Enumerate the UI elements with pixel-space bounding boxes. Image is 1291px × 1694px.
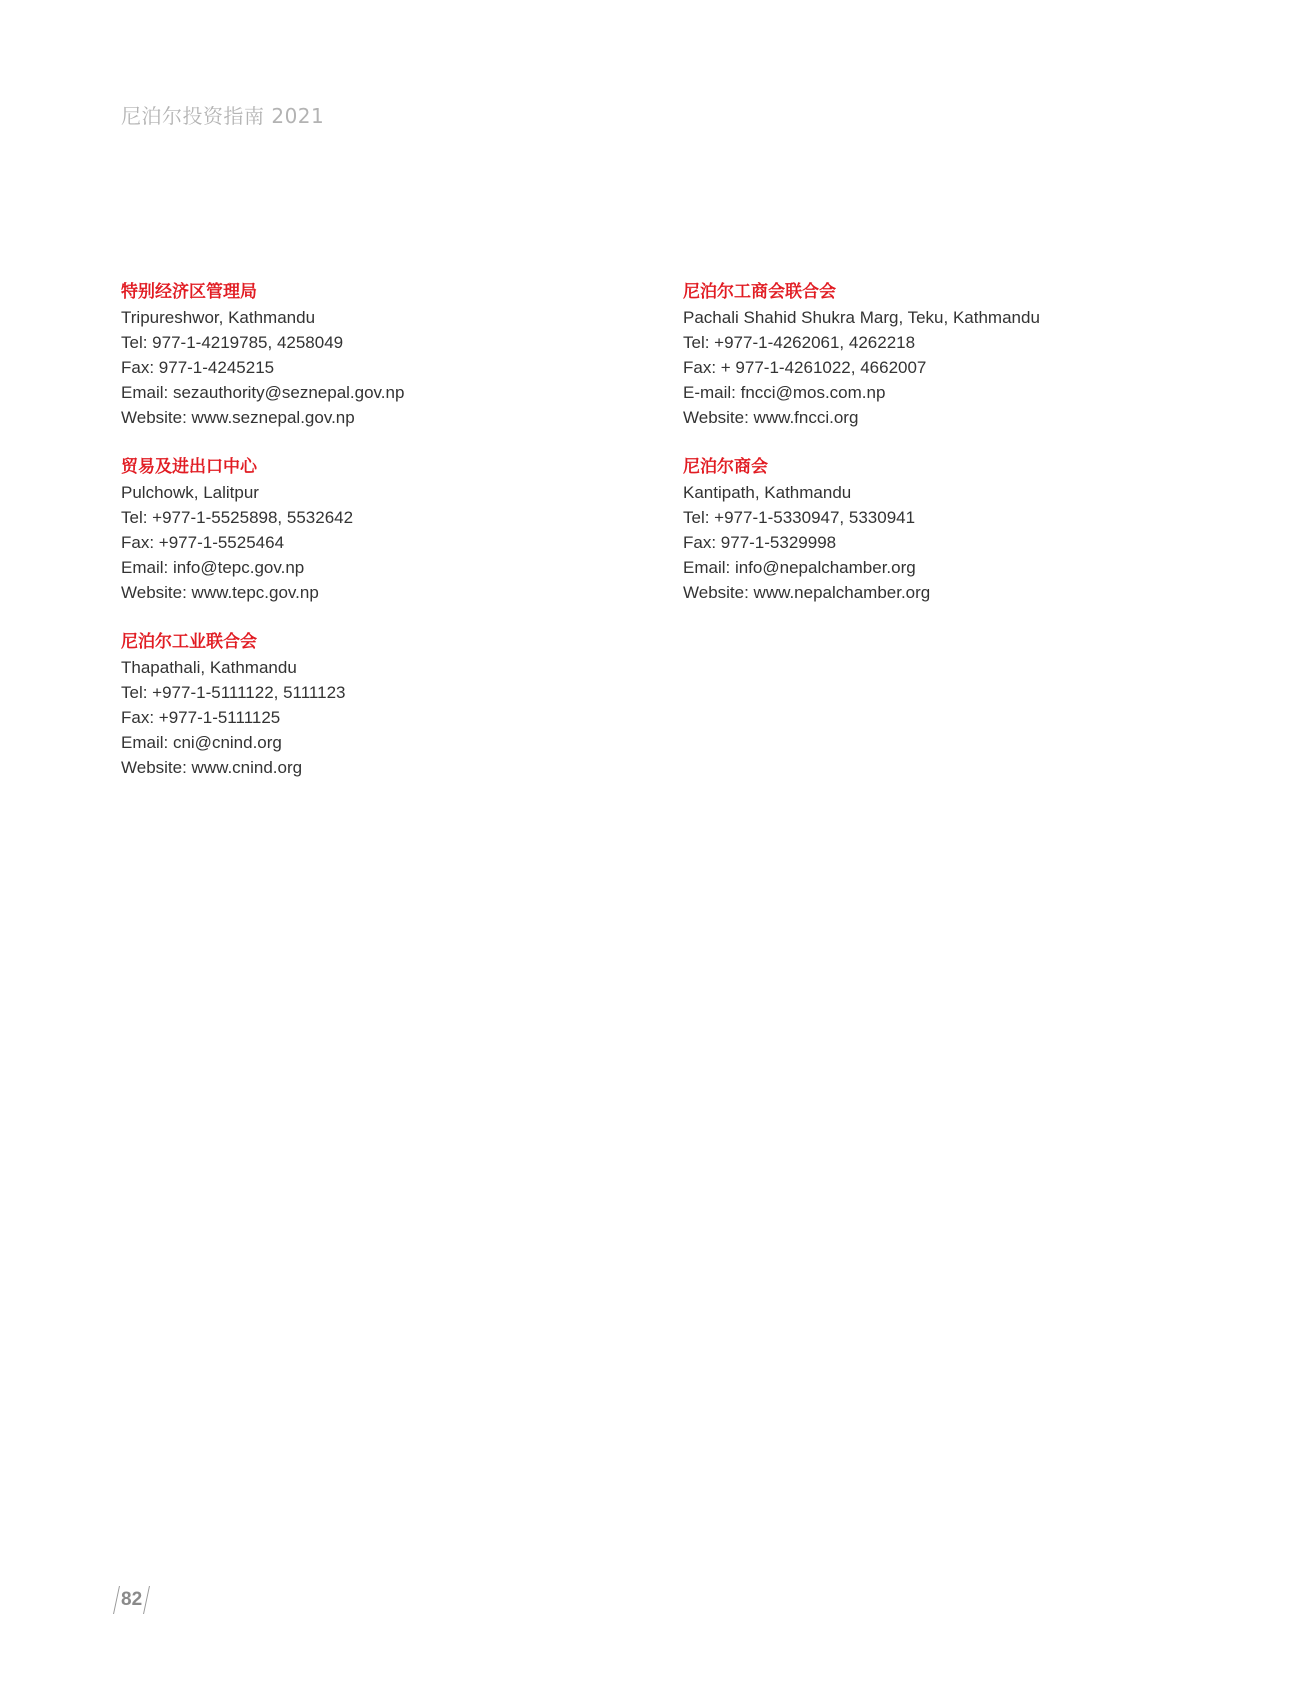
entry-fax: Fax: +977-1-5525464 <box>121 533 285 552</box>
entry-title: 尼泊尔工业联合会 <box>121 632 257 652</box>
entry-tel: Tel: +977-1-5111122, 5111123 <box>121 683 346 702</box>
contact-entry-nepal-chamber <box>683 455 1223 605</box>
page-header-title: 尼泊尔投资指南 2021 <box>121 104 325 128</box>
entry-email: Email: info@nepalchamber.org <box>683 558 916 577</box>
entry-address: Thapathali, Kathmandu <box>121 658 297 677</box>
entry-website: Website: www.fncci.org <box>683 408 859 427</box>
contact-entry-cni <box>121 630 641 780</box>
entry-title: 尼泊尔商会 <box>683 457 768 477</box>
page-number <box>116 1585 147 1615</box>
entry-title: 尼泊尔工商会联合会 <box>683 282 836 302</box>
left-column <box>121 280 641 805</box>
entry-tel: Tel: +977-1-5525898, 5532642 <box>121 508 354 527</box>
entry-tel: Tel: +977-1-5330947, 5330941 <box>683 508 916 527</box>
entry-fax: Fax: 977-1-5329998 <box>683 533 837 552</box>
entry-email: Email: info@tepc.gov.np <box>121 558 305 577</box>
entry-email: Email: cni@cnind.org <box>121 733 282 752</box>
entry-address: Pachali Shahid Shukra Marg, Teku, Kathmandu <box>683 308 1040 327</box>
entry-website: Website: www.cnind.org <box>121 758 303 777</box>
entry-tel: Tel: 977-1-4219785, 4258049 <box>121 333 344 352</box>
entry-address: Kantipath, Kathmandu <box>683 483 852 502</box>
entry-fax: Fax: 977-1-4245215 <box>121 358 275 377</box>
entry-tel: Tel: +977-1-4262061, 4262218 <box>683 333 916 352</box>
entry-address: Pulchowk, Lalitpur <box>121 483 259 502</box>
entry-website: Website: www.seznepal.gov.np <box>121 408 355 427</box>
entry-address: Tripureshwor, Kathmandu <box>121 308 316 327</box>
entry-fax: Fax: + 977-1-4261022, 4662007 <box>683 358 927 377</box>
page-number-text: 82 <box>121 1589 143 1610</box>
entry-title: 贸易及进出口中心 <box>121 457 257 477</box>
right-column <box>683 280 1223 630</box>
entry-title: 特别经济区管理局 <box>121 282 257 302</box>
entry-email: E-mail: fncci@mos.com.np <box>683 383 886 402</box>
contact-entry-fncci <box>683 280 1223 430</box>
entry-fax: Fax: +977-1-5111125 <box>121 708 281 727</box>
contact-entry-sez-authority <box>121 280 641 430</box>
entry-website: Website: www.tepc.gov.np <box>121 583 319 602</box>
entry-email: Email: sezauthority@seznepal.gov.np <box>121 383 405 402</box>
contact-entry-tepc <box>121 455 641 605</box>
entry-website: Website: www.nepalchamber.org <box>683 583 931 602</box>
